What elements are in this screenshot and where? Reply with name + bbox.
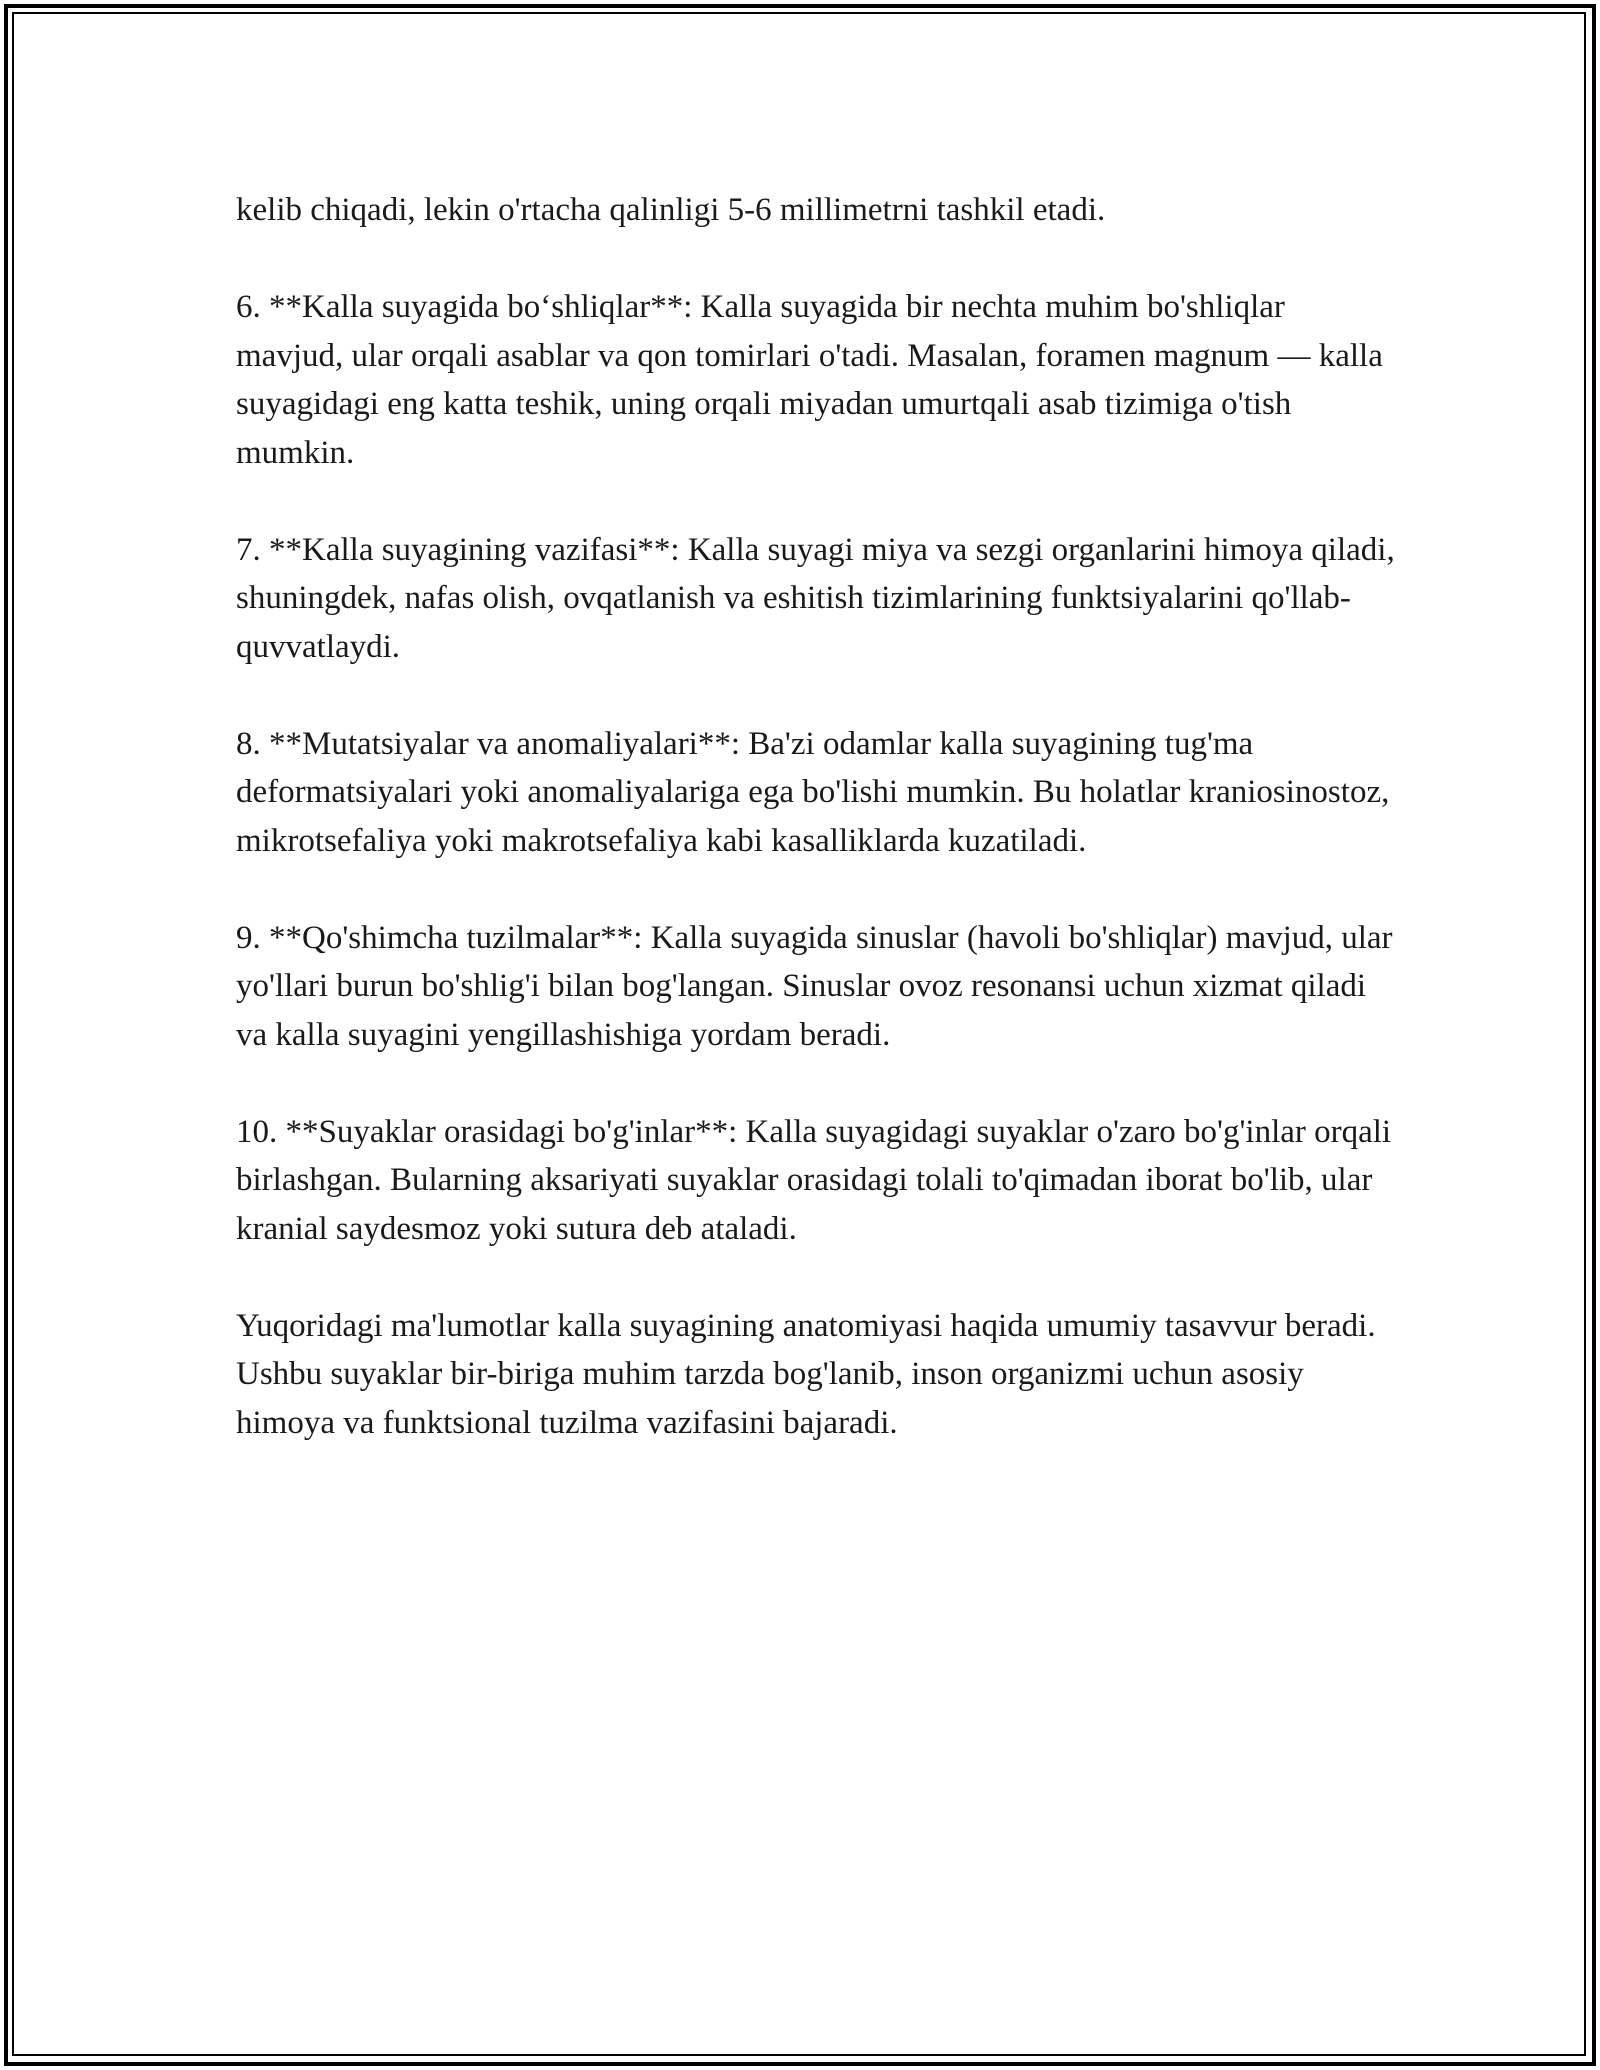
paragraph-item-8: 8. **Mutatsiyalar va anomaliyalari**: Ba'zi odamlar kalla suyagining tug'ma deformatsiyalari yoki anomaliyalariga ega bo'lishi mumkin. Bu holatlar kraniosinostoz, mikrotsefaliya yoki makrotsefaliya kabi kasalliklarda kuzatiladi. — [236, 725, 1390, 859]
paragraph-item-10: 10. **Suyaklar orasidagi bo'g'inlar**: Kalla suyagidagi suyaklar o'zaro bo'g'inlar orqali birlashgan. Bularning aksariyati suyaklar orasidagi tolali to'qimadan iborat bo'lib, ular kranial saydesmoz yoki sutura deb ataladi. — [236, 1113, 1392, 1247]
paragraph-conclusion: Yuqoridagi ma'lumotlar kalla suyagining anatomiyasi haqida umumiy tasavvur beradi. Ushbu suyaklar bir-biriga muhim tarzda bog'lanib, inson organizmi uchun asosiy himoya va funktsional tuzilma vazifasini bajaradi. — [236, 1307, 1376, 1441]
paragraph-item-6: 6. **Kalla suyagida bo‘shliqlar**: Kalla suyagida bir nechta muhim bo'shliqlar mavjud, ular orqali asablar va qon tomirlari o'tadi. Masalan, foramen magnum — kalla suyagidagi eng katta teshik, uning orqali miyadan umurtqali asab tizimiga o'tish mumkin. — [236, 289, 1383, 471]
paragraph-continuation: kelib chiqadi, lekin o'rtacha qalinligi 5-6 millimetrni tashkil etadi. — [236, 192, 1106, 228]
paragraph-item-7: 7. **Kalla suyagining vazifasi**: Kalla suyagi miya va sezgi organlarini himoya qiladi, shuningdek, nafas olish, ovqatlanish va eshitish tizimlarining funktsiyalarini qo'llab-quvvatlaydi. — [236, 531, 1395, 665]
document-body — [236, 186, 1396, 1496]
paragraph-item-9: 9. **Qo'shimcha tuzilmalar**: Kalla suyagida sinuslar (havoli bo'shliqlar) mavjud, ular yo'llari burun bo'shlig'i bilan bog'langan. Sinuslar ovoz resonansi uchun xizmat qiladi va kalla suyagini yengillashishiga yordam beradi. — [236, 919, 1393, 1053]
